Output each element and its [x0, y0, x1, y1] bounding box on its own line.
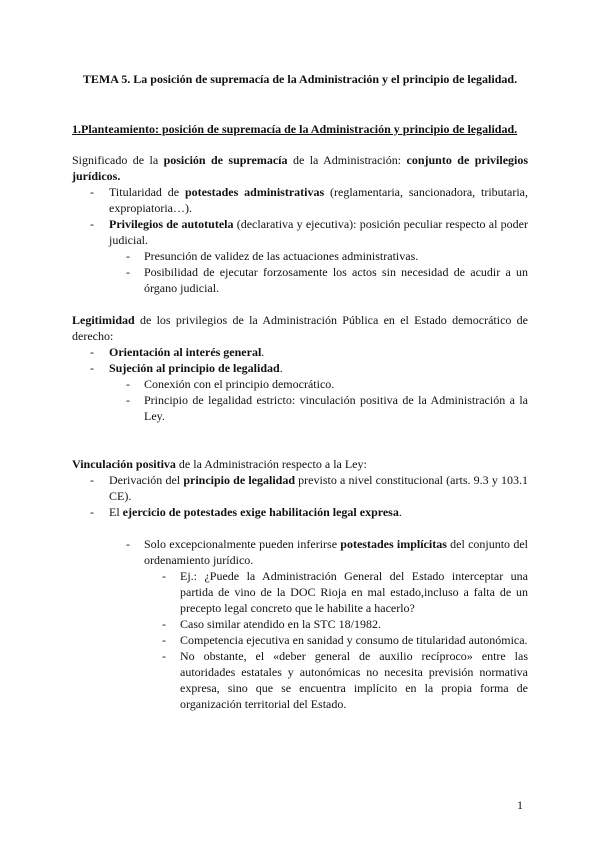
legitimidad-paragraph: Legitimidad de los privilegios de la Administración Pública en el Estado democrático de derecho:	[72, 313, 528, 343]
list-item: - Ej.: ¿Puede la Administración General del Estado interceptar una partida de vino de la DOC Rioja en mal estado,incluso a falta de un precepto legal concreto que le habilite a hacerlo?	[72, 568, 528, 616]
significado-block	[72, 152, 528, 296]
list-item: - Solo excepcionalmente pueden inferirse potestades implícitas del conjunto del ordenamiento jurídico.	[72, 536, 528, 568]
legitimidad-list	[72, 344, 528, 376]
potestades-sublist	[72, 536, 528, 568]
list-item: - Posibilidad de ejecutar forzosamente los actos sin necesidad de acudir a un órgano judicial.	[72, 264, 528, 296]
legalidad-sublist	[72, 376, 528, 424]
list-item: - Orientación al interés general.	[72, 344, 528, 360]
list-item: - Competencia ejecutiva en sanidad y consumo de titularidad autonómica.	[72, 632, 528, 648]
page-number: 1	[517, 798, 523, 812]
vinculacion-paragraph: Vinculación positiva de la Administración respecto a la Ley:	[72, 457, 367, 471]
list-item: - Sujeción al principio de legalidad.	[72, 360, 528, 376]
potestades-block	[72, 536, 528, 712]
list-item: - Privilegios de autotutela (declarativa y ejecutiva): posición peculiar respecto al poder judicial.	[72, 216, 528, 248]
list-item: - Caso similar atendido en la STC 18/1982.	[72, 616, 528, 632]
legitimidad-block	[72, 312, 528, 424]
list-item: - Principio de legalidad estricto: vinculación positiva de la Administración a la Ley.	[72, 392, 528, 424]
document-title: TEMA 5. La posición de supremacía de la Administración y el principio de legalidad.	[82, 72, 518, 86]
list-item: - Conexión con el principio democrático.	[72, 376, 528, 392]
autotutela-sublist	[72, 248, 528, 296]
significado-list	[72, 184, 528, 248]
section-heading: 1.Planteamiento: posición de supremacía de la Administración y principio de legalidad.	[72, 122, 518, 136]
list-item: - Derivación del principio de legalidad previsto a nivel constitucional (arts. 9.3 y 103.1 CE).	[72, 472, 528, 504]
vinculacion-block	[72, 456, 528, 520]
vinculacion-list	[72, 472, 528, 520]
list-item: - Titularidad de potestades administrativas (reglamentaria, sancionadora, tributaria, expropiatoria…).	[72, 184, 528, 216]
significado-paragraph: Significado de la posición de supremacía de la Administración: conjunto de privilegios jurídicos.	[72, 153, 529, 183]
ejemplo-sublist	[72, 568, 528, 712]
list-item: - Presunción de validez de las actuaciones administrativas.	[72, 248, 528, 264]
list-item: - El ejercicio de potestades exige habilitación legal expresa.	[72, 504, 528, 520]
list-item: - No obstante, el «deber general de auxilio recíproco» entre las autoridades estatales y autonómicas no necesita previsión normativa expresa, sino que se encuentra implícito en la propia forma de organización territorial del Estado.	[72, 648, 528, 712]
